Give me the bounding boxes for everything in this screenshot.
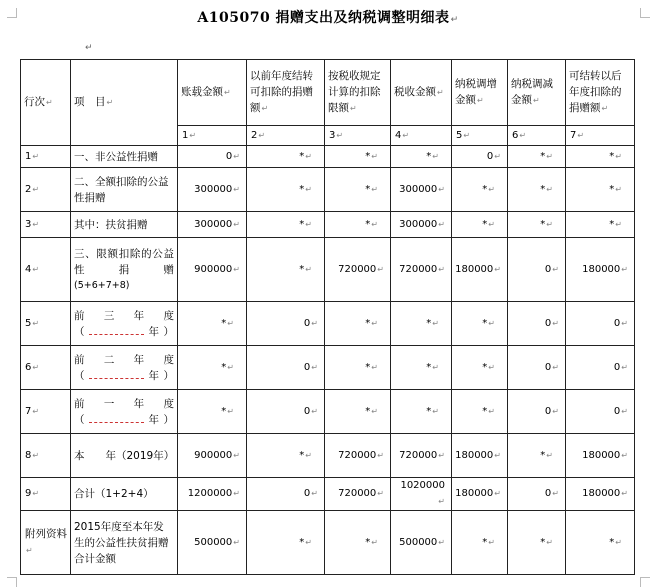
table-cell: 0↵ — [178, 146, 247, 168]
table-cell: 720000↵ — [391, 434, 452, 478]
table-cell: 0↵ — [247, 346, 325, 390]
row-number: 9↵ — [21, 478, 71, 511]
table-cell: *↵ — [566, 212, 635, 238]
table-row — [21, 168, 635, 212]
table-cell: 500000↵ — [391, 511, 452, 575]
table-cell: *↵ — [508, 511, 566, 575]
row-number: 附列资料↵ — [21, 511, 71, 575]
table-row — [21, 238, 635, 302]
header-col-2: 以前年度结转可扣除的捐赠额↵ — [247, 60, 325, 126]
row-item: 合计（1+2+4） — [71, 478, 178, 511]
table-cell: *↵ — [325, 346, 391, 390]
table-cell: 720000↵ — [325, 238, 391, 302]
table-cell: *↵ — [325, 511, 391, 575]
table-row — [21, 434, 635, 478]
page-corner-mark — [7, 577, 17, 587]
header-col-4: 税收金额↵ — [391, 60, 452, 126]
table-row — [21, 478, 635, 511]
table-cell: *↵ — [452, 168, 508, 212]
table-cell: *↵ — [566, 146, 635, 168]
table-row — [21, 302, 635, 346]
page-title — [0, 7, 656, 27]
table-cell: 180000↵ — [452, 478, 508, 511]
table-cell: *↵ — [247, 511, 325, 575]
header-col-5: 纳税调增金额↵ — [452, 60, 508, 126]
table-cell: 720000↵ — [391, 238, 452, 302]
table-cell: 0↵ — [566, 390, 635, 434]
table-cell: *↵ — [566, 511, 635, 575]
table-cell: *↵ — [247, 434, 325, 478]
table-cell: *↵ — [325, 146, 391, 168]
table-cell: *↵ — [452, 511, 508, 575]
row-item: 本 年（2019年） — [71, 434, 178, 478]
table-cell: *↵ — [325, 390, 391, 434]
row-item: 前一年度 （ 年） — [71, 390, 178, 434]
header-col-1: 账载金额↵ — [178, 60, 247, 126]
header-col-3: 按税收规定计算的扣除限额↵ — [325, 60, 391, 126]
table-row — [21, 390, 635, 434]
table-cell: *↵ — [452, 390, 508, 434]
paragraph-mark-icon: ↵ — [85, 43, 93, 53]
table-cell: 0↵ — [508, 478, 566, 511]
row-item: 二、全额扣除的公益性捐赠 — [71, 168, 178, 212]
donation-table — [20, 59, 635, 575]
table-cell: 300000↵ — [178, 168, 247, 212]
table-cell: *↵ — [391, 346, 452, 390]
table-cell: 180000↵ — [566, 238, 635, 302]
table-cell: *↵ — [452, 302, 508, 346]
table-cell: *↵ — [452, 212, 508, 238]
row-number: 2↵ — [21, 168, 71, 212]
table-cell: *↵ — [391, 302, 452, 346]
table-cell: 0↵ — [566, 302, 635, 346]
row-number: 5↵ — [21, 302, 71, 346]
row-item: 2015年度至本年发生的公益性扶贫捐赠合计金额 — [71, 511, 178, 575]
table-cell: 180000↵ — [452, 434, 508, 478]
row-number: 8↵ — [21, 434, 71, 478]
row-item: 其中：扶贫捐赠 — [71, 212, 178, 238]
title-text: A105070 捐赠支出及纳税调整明细表 — [197, 10, 450, 26]
row-number: 4↵ — [21, 238, 71, 302]
table-cell: *↵ — [247, 146, 325, 168]
table-cell: *↵ — [247, 238, 325, 302]
row-number: 6↵ — [21, 346, 71, 390]
table-cell: *↵ — [247, 212, 325, 238]
table-cell: 180000↵ — [566, 478, 635, 511]
table-cell: 300000↵ — [391, 212, 452, 238]
table-cell: *↵ — [178, 346, 247, 390]
table-row — [21, 346, 635, 390]
table-cell: 1020000↵ — [391, 478, 452, 511]
row-item: 前二年度 （ 年） — [71, 346, 178, 390]
table-row — [21, 212, 635, 238]
table-cell: 500000↵ — [178, 511, 247, 575]
table-cell: *↵ — [508, 146, 566, 168]
table-cell: 180000↵ — [566, 434, 635, 478]
row-item: 前三年度 （ 年） — [71, 302, 178, 346]
table-cell: 0↵ — [247, 478, 325, 511]
table-body — [21, 60, 635, 575]
table-row — [21, 146, 635, 168]
col-number: 5↵ — [452, 126, 508, 146]
table-cell: *↵ — [325, 168, 391, 212]
table-cell: 720000↵ — [325, 478, 391, 511]
table-cell: *↵ — [178, 390, 247, 434]
table-cell: *↵ — [325, 212, 391, 238]
paragraph-mark-icon: ↵ — [450, 15, 459, 25]
table-cell: 0↵ — [508, 238, 566, 302]
table-cell: *↵ — [508, 434, 566, 478]
col-number: 6↵ — [508, 126, 566, 146]
page-corner-mark — [640, 577, 650, 587]
table-cell: 0↵ — [452, 146, 508, 168]
header-col-7: 可结转以后年度扣除的捐赠额↵ — [566, 60, 635, 126]
row-number: 7↵ — [21, 390, 71, 434]
table-cell: 1200000↵ — [178, 478, 247, 511]
col-number: 2↵ — [247, 126, 325, 146]
header-row-no: 行次↵ — [21, 60, 71, 146]
table-cell: *↵ — [391, 146, 452, 168]
table-cell: 0↵ — [247, 302, 325, 346]
table-cell: 900000↵ — [178, 238, 247, 302]
col-number: 1↵ — [178, 126, 247, 146]
table-cell: 720000↵ — [325, 434, 391, 478]
row-number: 3↵ — [21, 212, 71, 238]
header-col-6: 纳税调减金额↵ — [508, 60, 566, 126]
table-cell: *↵ — [508, 212, 566, 238]
table-cell: 0↵ — [566, 346, 635, 390]
col-number: 7↵ — [566, 126, 635, 146]
table-cell: *↵ — [566, 168, 635, 212]
col-number: 3↵ — [325, 126, 391, 146]
table-cell: 180000↵ — [452, 238, 508, 302]
table-cell: *↵ — [325, 302, 391, 346]
table-cell: 0↵ — [247, 390, 325, 434]
table-cell: 900000↵ — [178, 434, 247, 478]
row-item: 三、限额扣除的公益性捐赠 (5+6+7+8) — [71, 238, 178, 302]
table-cell: *↵ — [452, 346, 508, 390]
col-number: 4↵ — [391, 126, 452, 146]
table-cell: *↵ — [247, 168, 325, 212]
header-row — [21, 60, 635, 126]
table-cell: *↵ — [178, 302, 247, 346]
table-cell: 300000↵ — [391, 168, 452, 212]
header-item: 项 目↵ — [71, 60, 178, 146]
table-row — [21, 511, 635, 575]
table-cell: *↵ — [508, 168, 566, 212]
table-cell: 0↵ — [508, 390, 566, 434]
row-item: 一、非公益性捐赠 — [71, 146, 178, 168]
table-cell: 0↵ — [508, 302, 566, 346]
table-cell: 300000↵ — [178, 212, 247, 238]
row-number: 1↵ — [21, 146, 71, 168]
table-cell: 0↵ — [508, 346, 566, 390]
table-cell: *↵ — [391, 390, 452, 434]
